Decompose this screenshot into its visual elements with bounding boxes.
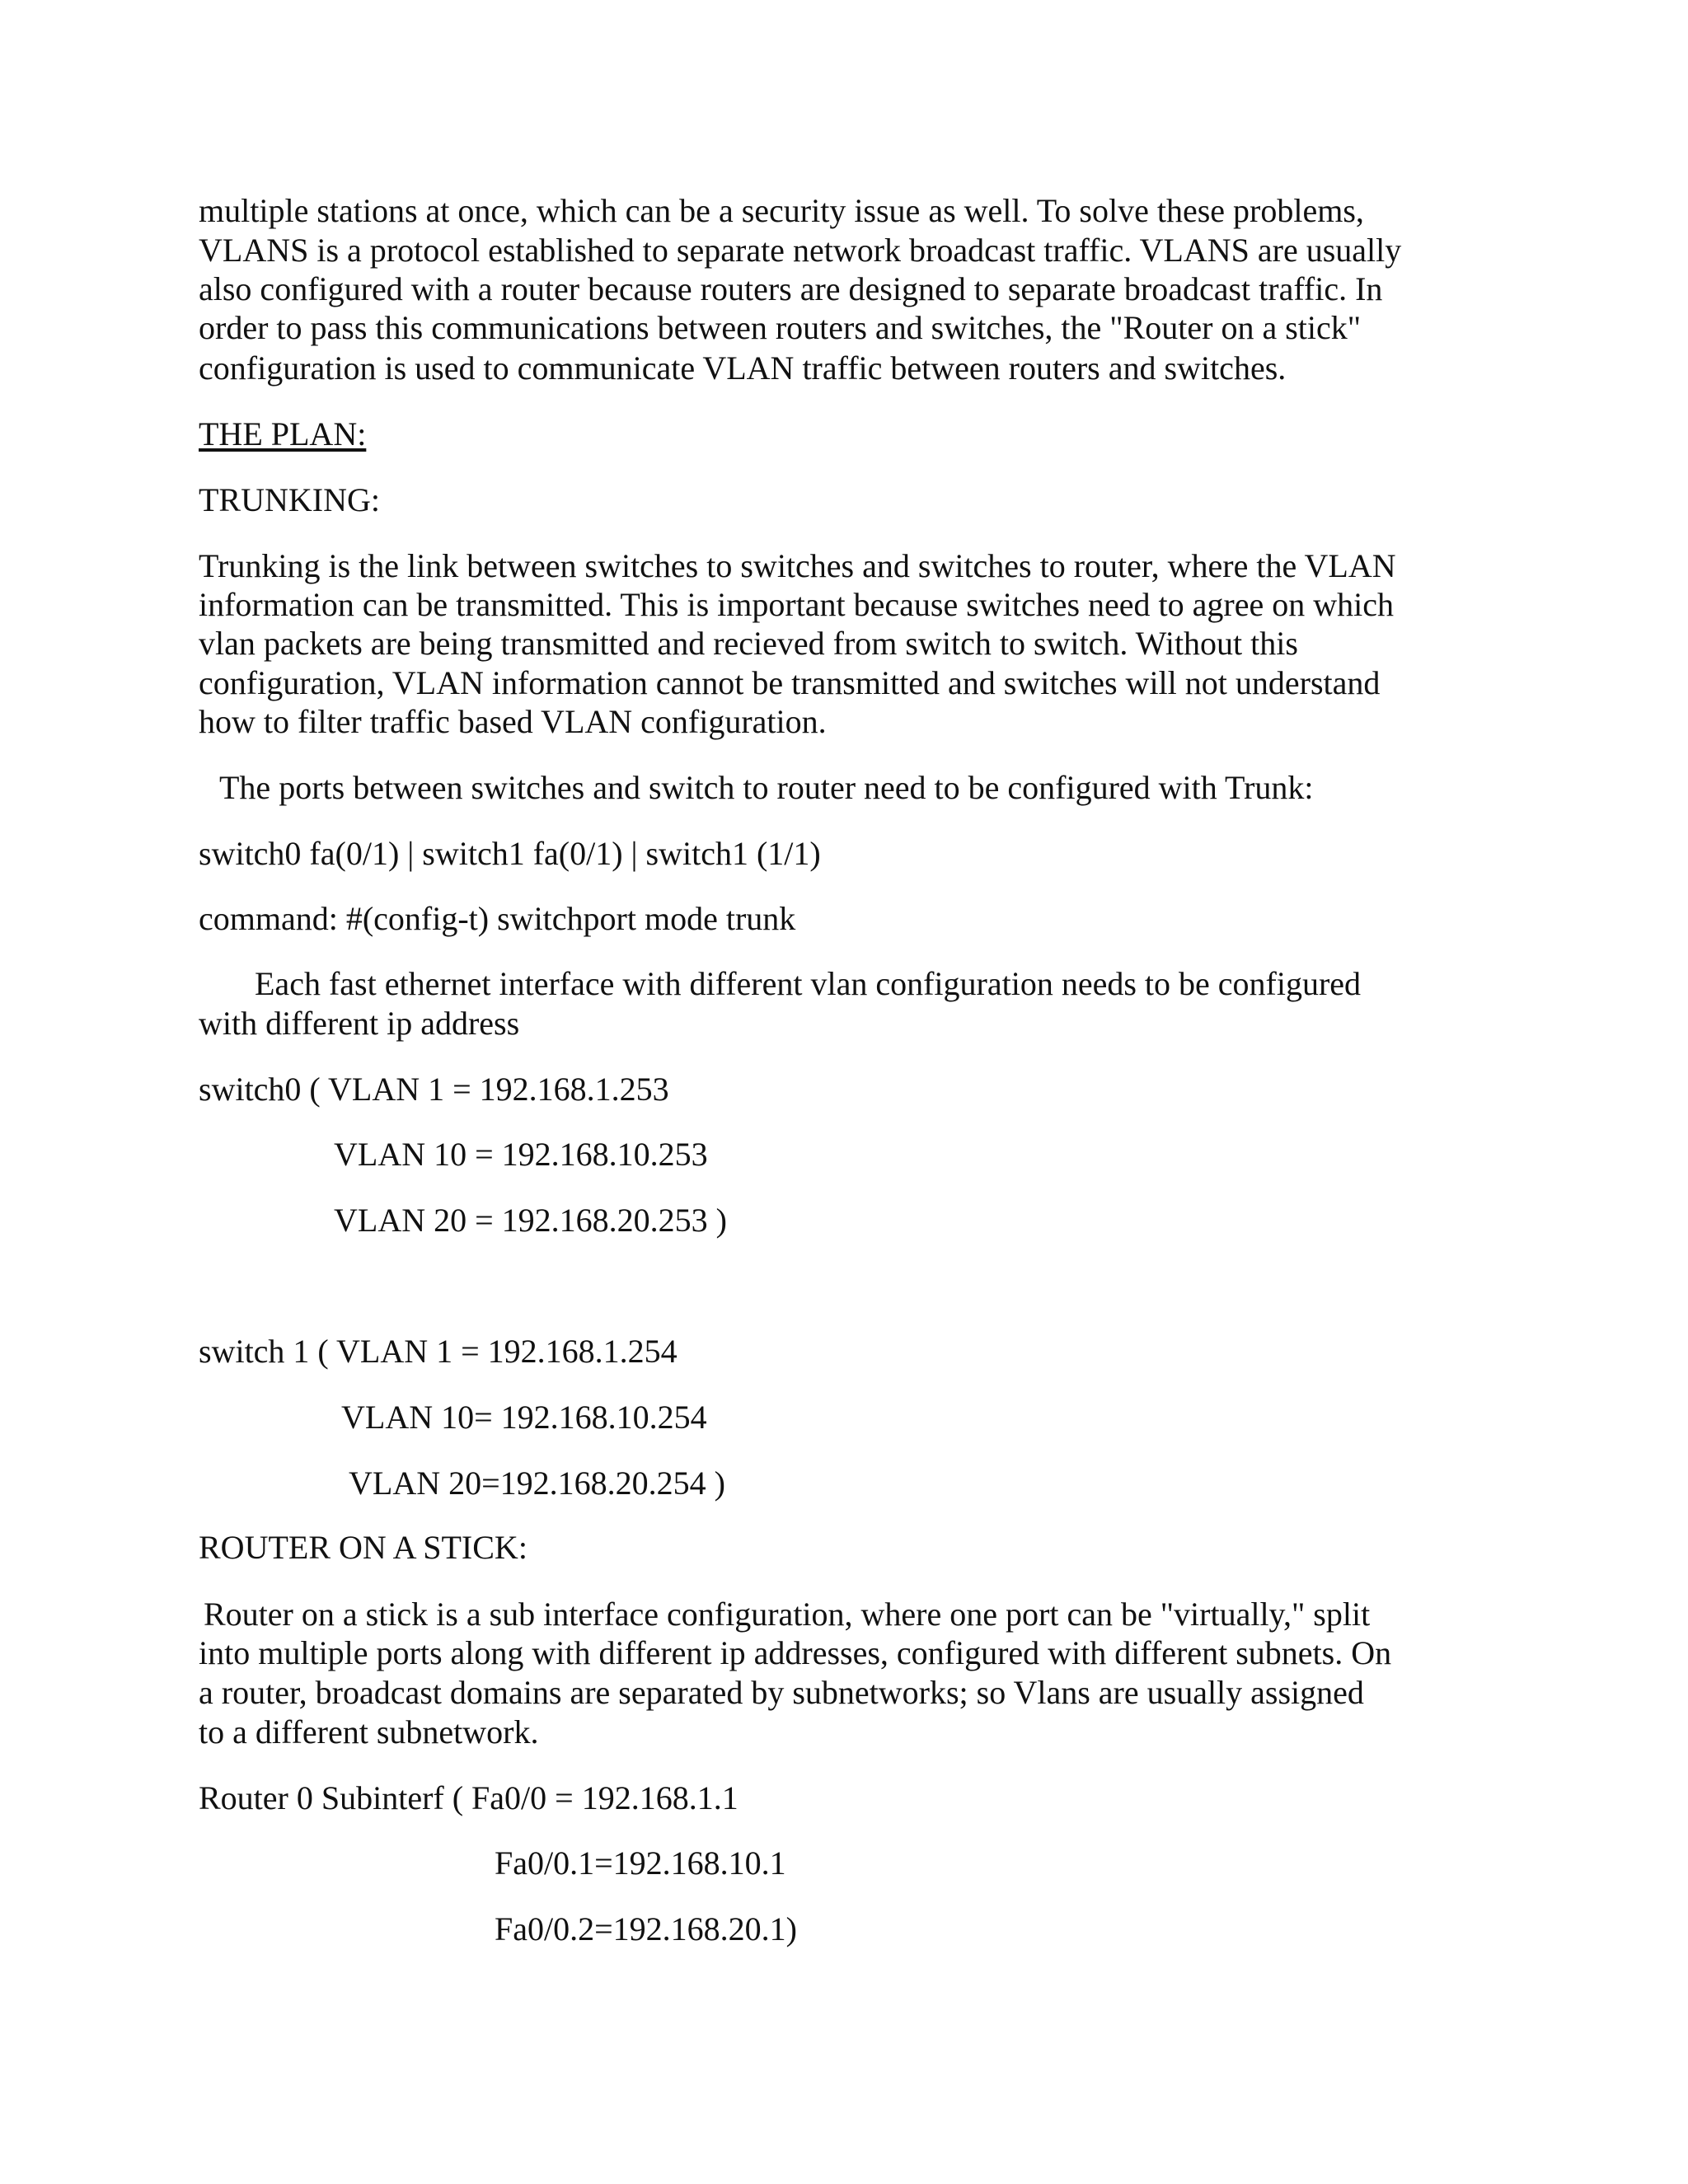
trunking-line-2: information can be transmitted. This is important because switches need to agree on which [199, 586, 1394, 623]
router0-line-3: Fa0/0.2=192.168.20.1) [495, 1910, 797, 1947]
plan-heading: THE PLAN: [199, 415, 367, 452]
ip-intro-line-1: Each fast ethernet interface with different vlan configuration needs to be configured [255, 965, 1362, 1002]
command-line: command: #(config-t) switchport mode trunk [199, 900, 796, 937]
switch0-line-3: VLAN 20 = 192.168.20.253 ) [334, 1202, 727, 1239]
ip-intro-line-2: with different ip address [199, 1005, 520, 1042]
router-line-3: a router, broadcast domains are separated by subnetworks; so Vlans are usually assigned [199, 1674, 1364, 1711]
router-line-4: to a different subnetwork. [199, 1713, 539, 1750]
trunking-heading: TRUNKING: [199, 481, 380, 518]
router0-line-2: Fa0/0.1=192.168.10.1 [495, 1844, 786, 1882]
intro-line-5: configuration is used to communicate VLAN traffic between routers and switches. [199, 349, 1287, 387]
switch1-line-2: VLAN 10= 192.168.10.254 [341, 1399, 707, 1436]
intro-line-1: multiple stations at once, which can be a security issue as well. To solve these problems, [199, 192, 1364, 229]
trunking-line-4: configuration, VLAN information cannot be transmitted and switches will not understand [199, 664, 1381, 701]
intro-line-3: also configured with a router because routers are designed to separate broadcast traffic. In [199, 270, 1383, 307]
intro-line-4: order to pass this communications between routers and switches, the "Router on a stick" [199, 309, 1362, 346]
switch0-line-2: VLAN 10 = 192.168.10.253 [334, 1136, 708, 1173]
trunking-line-3: vlan packets are being transmitted and recieved from switch to switch. Without this [199, 625, 1298, 662]
router-line-1: Router on a stick is a sub interface configuration, where one port can be "virtually," split [204, 1596, 1371, 1633]
router-heading: ROUTER ON A STICK: [199, 1529, 528, 1566]
switch1-line-3: VLAN 20=192.168.20.254 ) [349, 1465, 725, 1502]
ports-intro: The ports between switches and switch to router need to be configured with Trunk: [219, 769, 1314, 806]
ports-line: switch0 fa(0/1) | switch1 fa(0/1) | switch1 (1/1) [199, 835, 821, 872]
intro-line-2: VLANS is a protocol established to separate network broadcast traffic. VLANS are usually [199, 232, 1402, 269]
router-line-2: into multiple ports along with different ip addresses, configured with different subnets. On [199, 1634, 1392, 1671]
switch1-line-1: switch 1 ( VLAN 1 = 192.168.1.254 [199, 1333, 678, 1370]
trunking-line-1: Trunking is the link between switches to switches and switches to router, where the VLAN [199, 547, 1396, 584]
router0-line-1: Router 0 Subinterf ( Fa0/0 = 192.168.1.1 [199, 1779, 738, 1816]
switch0-line-1: switch0 ( VLAN 1 = 192.168.1.253 [199, 1071, 669, 1108]
trunking-line-5: how to filter traffic based VLAN configuration. [199, 703, 827, 740]
